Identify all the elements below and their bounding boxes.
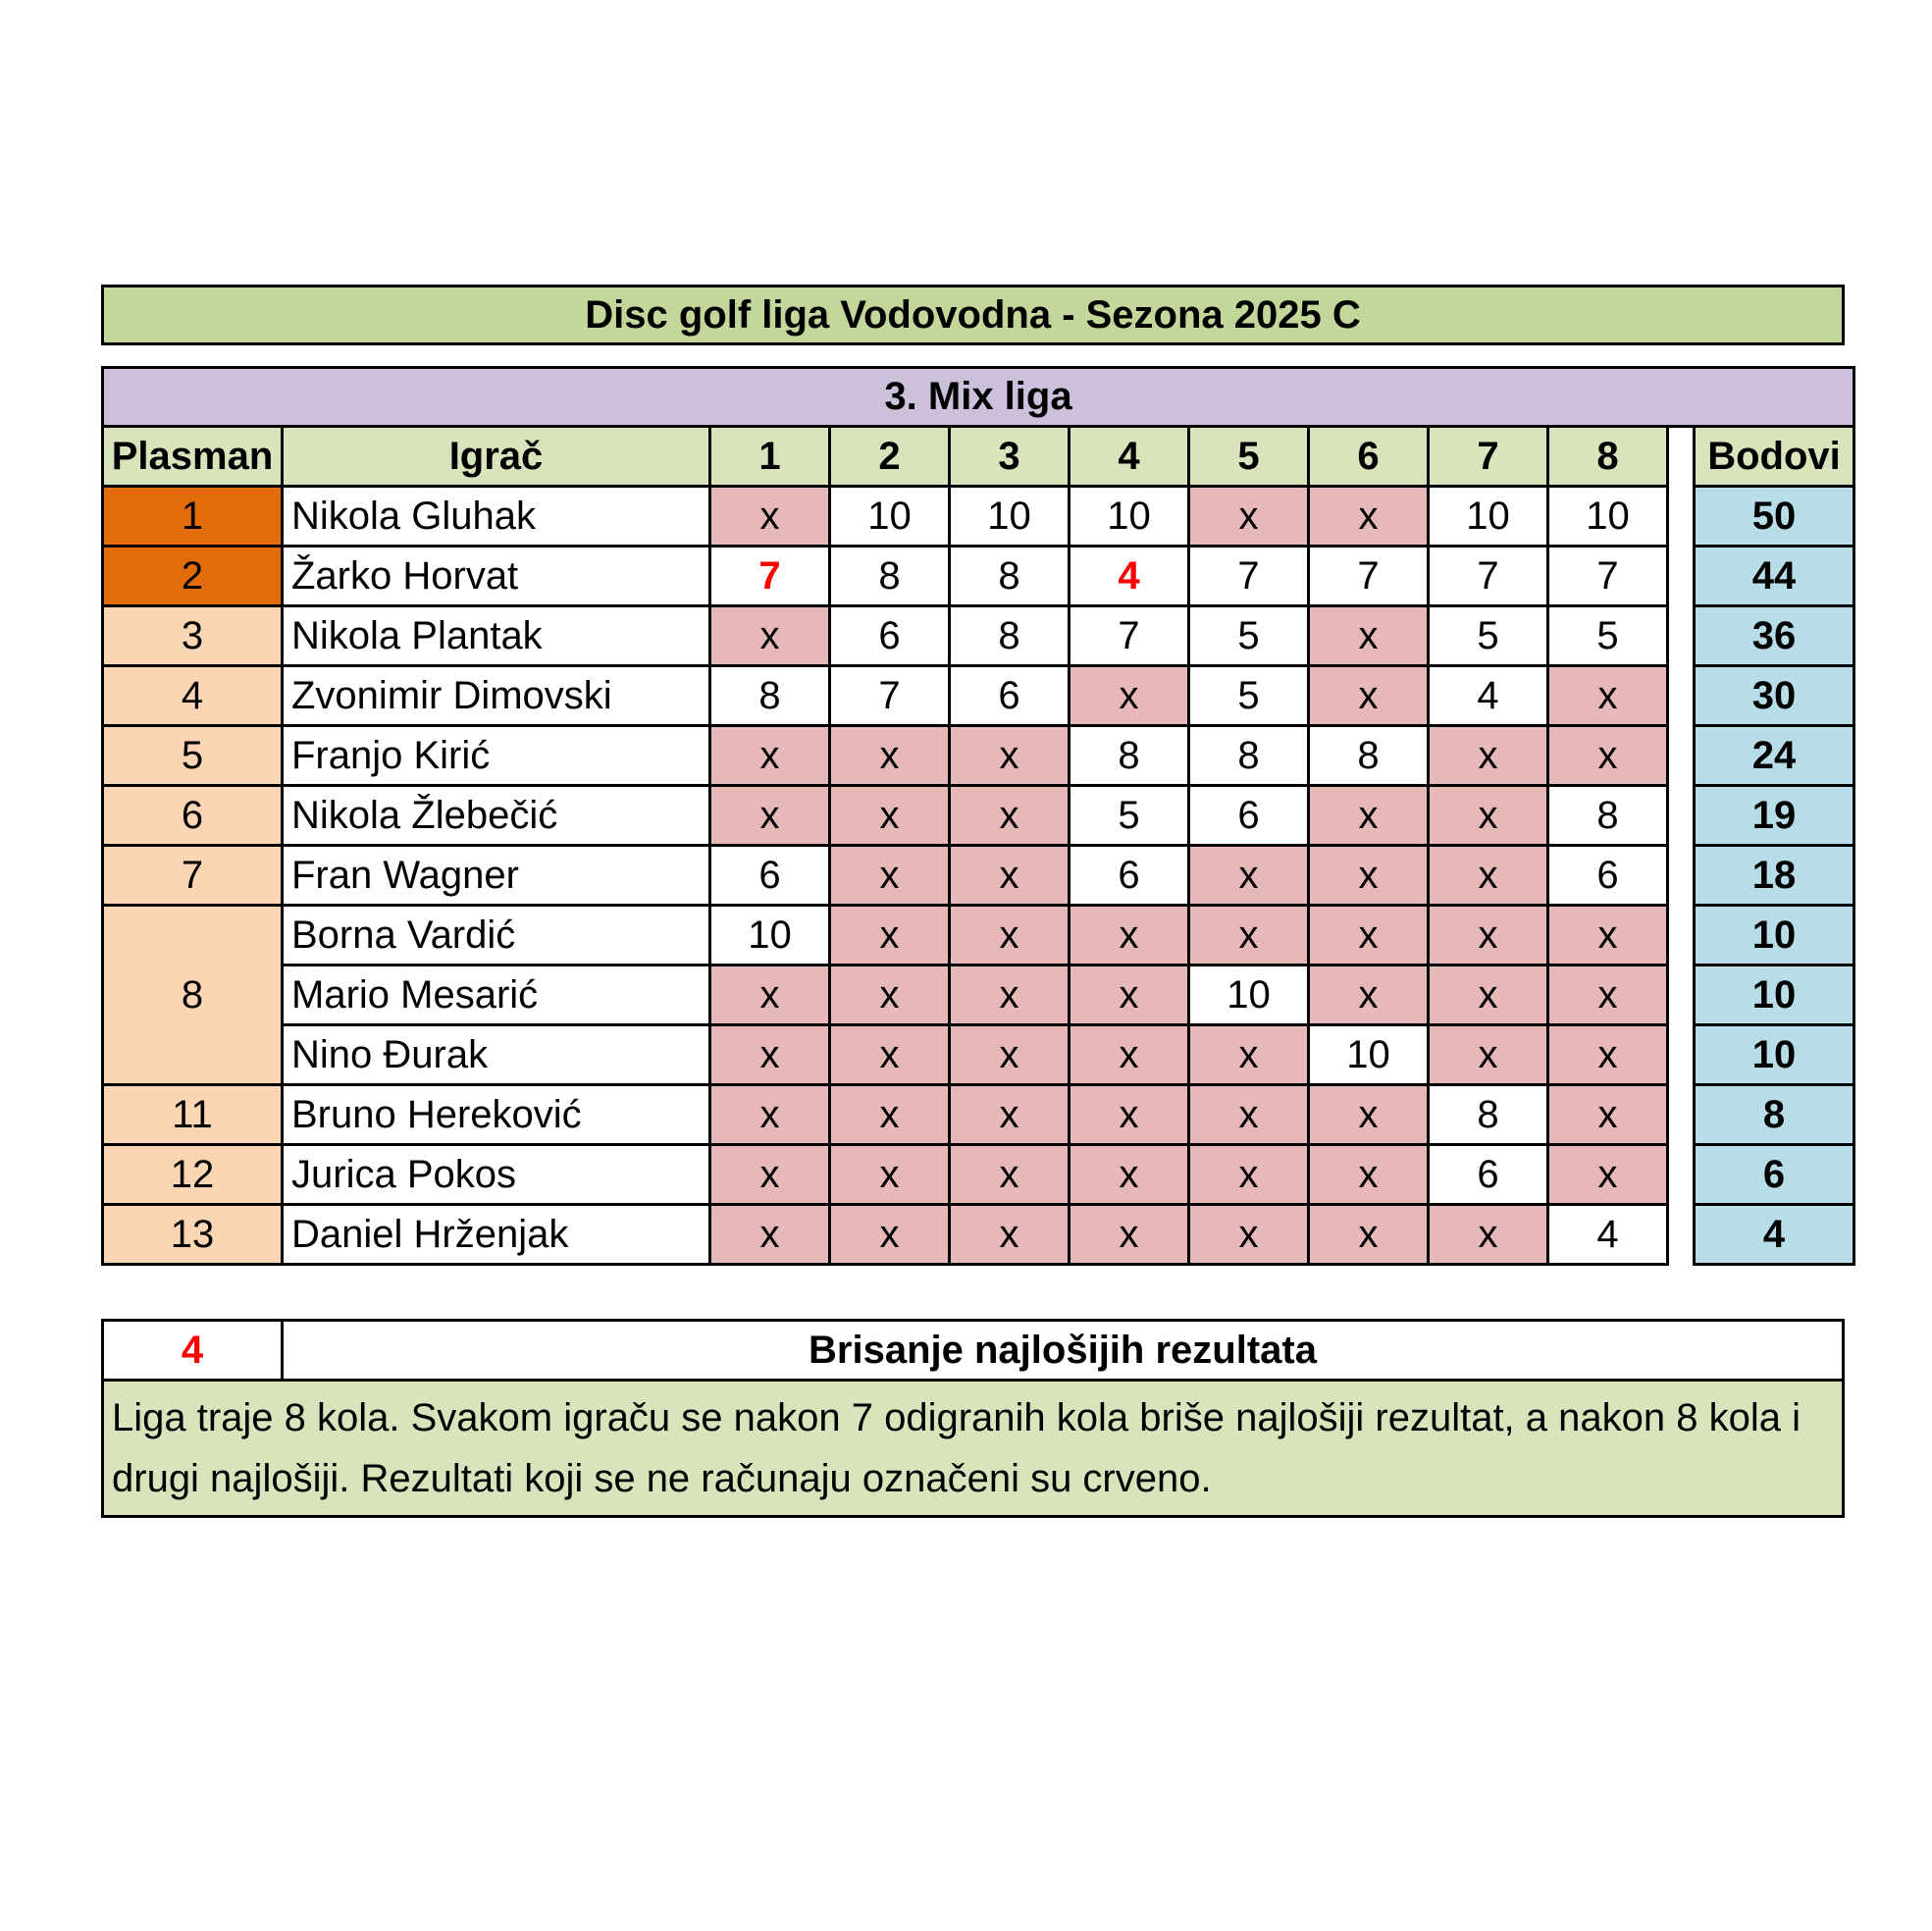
score-round-8: x — [1548, 726, 1668, 786]
note-text: Liga traje 8 kola. Svakom igraču se nakon 7 odigranih kola briše najlošiji rezultat, a nakon 8 kola i drugi najlošiji. Rezultati koji se ne računaju označeni su crveno. — [103, 1381, 1844, 1517]
score-round-8: x — [1548, 1145, 1668, 1205]
score-round-2: x — [830, 1145, 950, 1205]
score-round-8: 5 — [1548, 606, 1668, 666]
score-round-4: 7 — [1070, 606, 1189, 666]
score-round-3: x — [950, 846, 1070, 906]
score-round-2: 7 — [830, 666, 950, 726]
score-round-8: 6 — [1548, 846, 1668, 906]
score-round-1: x — [710, 1145, 830, 1205]
player-name: Fran Wagner — [283, 846, 710, 906]
score-round-3: x — [950, 1205, 1070, 1265]
score-round-6: x — [1309, 606, 1429, 666]
score-round-8: x — [1548, 906, 1668, 966]
header-round-2: 2 — [830, 427, 950, 487]
points-cell: 10 — [1695, 1025, 1854, 1085]
table-row — [103, 666, 1854, 726]
player-name: Nikola Plantak — [283, 606, 710, 666]
score-round-3: 10 — [950, 487, 1070, 547]
score-round-6: x — [1309, 1205, 1429, 1265]
score-round-6: x — [1309, 966, 1429, 1025]
score-round-1: x — [710, 487, 830, 547]
note-number: 4 — [103, 1321, 283, 1381]
score-round-6: x — [1309, 487, 1429, 547]
score-round-4: 6 — [1070, 846, 1189, 906]
table-row — [103, 966, 1854, 1025]
points-cell: 18 — [1695, 846, 1854, 906]
score-round-3: x — [950, 966, 1070, 1025]
table-row — [103, 547, 1854, 606]
score-round-5: 6 — [1189, 786, 1309, 846]
score-round-7: x — [1429, 966, 1548, 1025]
score-round-4: 4 — [1070, 547, 1189, 606]
header-round-4: 4 — [1070, 427, 1189, 487]
league-title: 3. Mix liga — [103, 368, 1854, 427]
score-round-2: x — [830, 1205, 950, 1265]
column-gap — [1668, 846, 1695, 906]
score-round-6: x — [1309, 786, 1429, 846]
score-round-4: x — [1070, 906, 1189, 966]
score-round-3: x — [950, 906, 1070, 966]
score-round-2: x — [830, 966, 950, 1025]
table-row — [103, 1025, 1854, 1085]
score-round-6: 10 — [1309, 1025, 1429, 1085]
score-round-4: x — [1070, 1085, 1189, 1145]
score-round-1: 8 — [710, 666, 830, 726]
score-round-1: 10 — [710, 906, 830, 966]
score-round-3: x — [950, 1085, 1070, 1145]
score-round-4: x — [1070, 666, 1189, 726]
score-round-7: 8 — [1429, 1085, 1548, 1145]
points-cell: 10 — [1695, 906, 1854, 966]
score-round-6: 8 — [1309, 726, 1429, 786]
column-gap — [1668, 726, 1695, 786]
table-row — [103, 1145, 1854, 1205]
score-round-7: 6 — [1429, 1145, 1548, 1205]
score-round-6: x — [1309, 906, 1429, 966]
score-round-2: x — [830, 726, 950, 786]
column-gap — [1668, 966, 1695, 1025]
score-round-5: x — [1189, 846, 1309, 906]
standings-table — [101, 366, 1855, 1266]
player-name: Franjo Kirić — [283, 726, 710, 786]
player-name: Jurica Pokos — [283, 1145, 710, 1205]
score-round-5: x — [1189, 487, 1309, 547]
player-name: Daniel Hrženjak — [283, 1205, 710, 1265]
table-row — [103, 846, 1854, 906]
table-row — [103, 487, 1854, 547]
column-gap — [1668, 427, 1695, 487]
rank-cell: 3 — [103, 606, 283, 666]
score-round-2: 6 — [830, 606, 950, 666]
points-cell: 24 — [1695, 726, 1854, 786]
column-gap — [1668, 1085, 1695, 1145]
header-round-5: 5 — [1189, 427, 1309, 487]
score-round-4: 10 — [1070, 487, 1189, 547]
score-round-5: x — [1189, 1025, 1309, 1085]
column-gap — [1668, 487, 1695, 547]
score-round-8: x — [1548, 1085, 1668, 1145]
score-round-5: x — [1189, 906, 1309, 966]
points-cell: 36 — [1695, 606, 1854, 666]
column-gap — [1668, 906, 1695, 966]
score-round-7: x — [1429, 1205, 1548, 1265]
score-round-6: x — [1309, 1145, 1429, 1205]
score-round-6: x — [1309, 666, 1429, 726]
score-round-7: x — [1429, 726, 1548, 786]
points-cell: 6 — [1695, 1145, 1854, 1205]
score-round-2: x — [830, 1025, 950, 1085]
score-round-2: 10 — [830, 487, 950, 547]
score-round-8: x — [1548, 666, 1668, 726]
rank-cell: 13 — [103, 1205, 283, 1265]
column-gap — [1668, 666, 1695, 726]
header-round-6: 6 — [1309, 427, 1429, 487]
score-round-3: x — [950, 1025, 1070, 1085]
table-row — [103, 726, 1854, 786]
score-round-3: 8 — [950, 547, 1070, 606]
score-round-1: x — [710, 1025, 830, 1085]
points-cell: 4 — [1695, 1205, 1854, 1265]
column-gap — [1668, 1025, 1695, 1085]
rank-cell: 12 — [103, 1145, 283, 1205]
rank-cell: 11 — [103, 1085, 283, 1145]
player-name: Zvonimir Dimovski — [283, 666, 710, 726]
score-round-4: x — [1070, 1025, 1189, 1085]
table-row — [103, 606, 1854, 666]
score-round-1: 6 — [710, 846, 830, 906]
score-round-3: 6 — [950, 666, 1070, 726]
column-gap — [1668, 1145, 1695, 1205]
score-round-7: x — [1429, 846, 1548, 906]
score-round-3: x — [950, 726, 1070, 786]
points-cell: 19 — [1695, 786, 1854, 846]
score-round-5: 8 — [1189, 726, 1309, 786]
points-cell: 44 — [1695, 547, 1854, 606]
score-round-6: x — [1309, 1085, 1429, 1145]
score-round-7: 4 — [1429, 666, 1548, 726]
header-round-7: 7 — [1429, 427, 1548, 487]
header-player: Igrač — [283, 427, 710, 487]
score-round-1: x — [710, 1085, 830, 1145]
column-gap — [1668, 786, 1695, 846]
score-round-1: x — [710, 726, 830, 786]
table-row — [103, 1085, 1854, 1145]
rank-cell: 4 — [103, 666, 283, 726]
score-round-6: x — [1309, 846, 1429, 906]
score-round-8: 8 — [1548, 786, 1668, 846]
score-round-1: x — [710, 1205, 830, 1265]
score-round-3: x — [950, 786, 1070, 846]
rank-cell: 8 — [103, 906, 283, 1085]
note-title: Brisanje najlošijih rezultata — [283, 1321, 1844, 1381]
header-round-8: 8 — [1548, 427, 1668, 487]
points-cell: 30 — [1695, 666, 1854, 726]
rank-cell: 1 — [103, 487, 283, 547]
score-round-8: x — [1548, 1025, 1668, 1085]
score-round-6: 7 — [1309, 547, 1429, 606]
score-round-7: x — [1429, 1025, 1548, 1085]
score-round-1: x — [710, 966, 830, 1025]
rank-cell: 6 — [103, 786, 283, 846]
score-round-8: 10 — [1548, 487, 1668, 547]
column-gap — [1668, 606, 1695, 666]
header-points: Bodovi — [1695, 427, 1854, 487]
score-round-4: 8 — [1070, 726, 1189, 786]
score-round-5: 5 — [1189, 666, 1309, 726]
score-round-4: 5 — [1070, 786, 1189, 846]
player-name: Borna Vardić — [283, 906, 710, 966]
player-name: Nikola Gluhak — [283, 487, 710, 547]
player-name: Žarko Horvat — [283, 547, 710, 606]
rank-cell: 5 — [103, 726, 283, 786]
header-round-1: 1 — [710, 427, 830, 487]
score-round-5: 10 — [1189, 966, 1309, 1025]
score-round-2: x — [830, 786, 950, 846]
score-round-5: 5 — [1189, 606, 1309, 666]
points-cell: 10 — [1695, 966, 1854, 1025]
table-row — [103, 1205, 1854, 1265]
rank-cell: 2 — [103, 547, 283, 606]
score-round-7: x — [1429, 786, 1548, 846]
score-round-2: x — [830, 846, 950, 906]
score-round-8: 4 — [1548, 1205, 1668, 1265]
score-round-1: x — [710, 606, 830, 666]
rank-cell: 7 — [103, 846, 283, 906]
score-round-8: 7 — [1548, 547, 1668, 606]
points-cell: 8 — [1695, 1085, 1854, 1145]
note-table — [101, 1319, 1845, 1518]
player-name: Nino Đurak — [283, 1025, 710, 1085]
score-round-8: x — [1548, 966, 1668, 1025]
table-row — [103, 786, 1854, 846]
page-title: Disc golf liga Vodovodna - Sezona 2025 C — [101, 285, 1845, 345]
score-round-5: 7 — [1189, 547, 1309, 606]
score-round-2: x — [830, 1085, 950, 1145]
header-rank: Plasman — [103, 427, 283, 487]
score-round-5: x — [1189, 1085, 1309, 1145]
score-round-5: x — [1189, 1205, 1309, 1265]
score-round-2: x — [830, 906, 950, 966]
player-name: Nikola Žlebečić — [283, 786, 710, 846]
score-round-3: 8 — [950, 606, 1070, 666]
score-round-4: x — [1070, 1205, 1189, 1265]
score-round-7: x — [1429, 906, 1548, 966]
table-row — [103, 906, 1854, 966]
column-gap — [1668, 1205, 1695, 1265]
score-round-4: x — [1070, 1145, 1189, 1205]
score-round-2: 8 — [830, 547, 950, 606]
score-round-7: 7 — [1429, 547, 1548, 606]
score-round-1: x — [710, 786, 830, 846]
score-round-4: x — [1070, 966, 1189, 1025]
score-round-5: x — [1189, 1145, 1309, 1205]
score-round-7: 5 — [1429, 606, 1548, 666]
header-round-3: 3 — [950, 427, 1070, 487]
column-gap — [1668, 547, 1695, 606]
player-name: Bruno Hereković — [283, 1085, 710, 1145]
points-cell: 50 — [1695, 487, 1854, 547]
player-name: Mario Mesarić — [283, 966, 710, 1025]
score-round-1: 7 — [710, 547, 830, 606]
score-round-7: 10 — [1429, 487, 1548, 547]
score-round-3: x — [950, 1145, 1070, 1205]
